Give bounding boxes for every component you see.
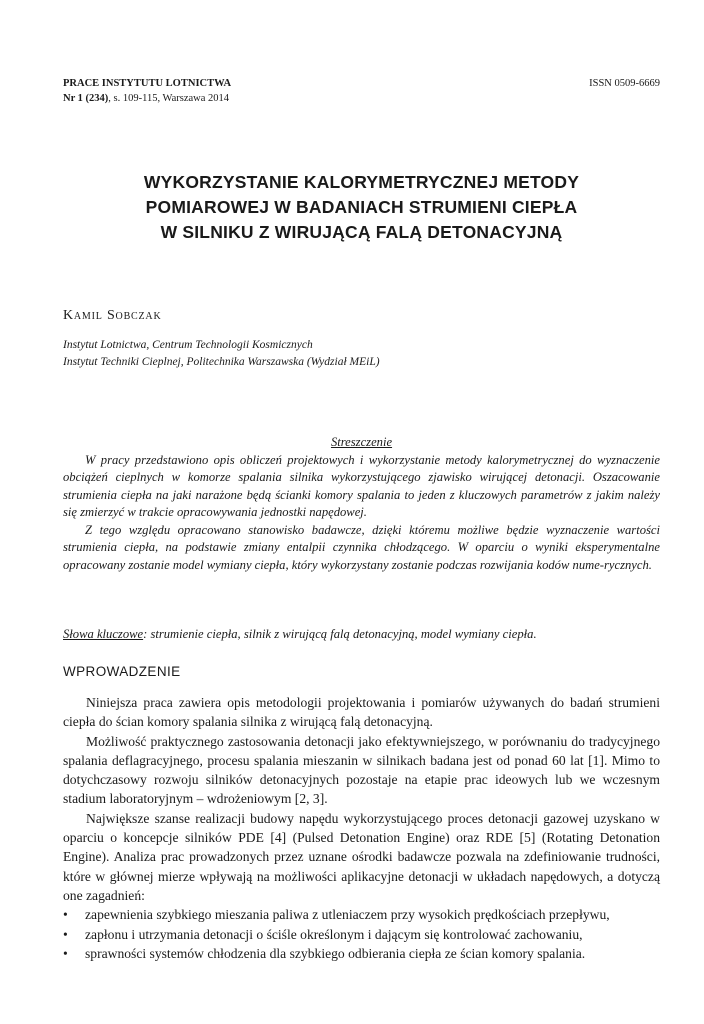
list-item: [63, 905, 660, 924]
paper-title: [63, 170, 660, 245]
title-line: POMIAROWEJ W BADANIACH STRUMIENI CIEPŁA: [145, 197, 578, 217]
issue-info: [63, 93, 229, 104]
bullet-icon: •: [63, 945, 68, 961]
section-body: [63, 693, 660, 963]
list-item: [63, 925, 660, 944]
keywords-text: : strumienie ciepła, silnik z wirującą falą detonacyjną, model wymiany ciepła.: [143, 627, 537, 641]
author-name: Kamil Sobczak: [63, 308, 162, 323]
journal-name: PRACE INSTYTUTU LOTNICTWA: [63, 78, 232, 89]
issue-number: Nr 1 (234): [63, 93, 109, 104]
bullet-list: [63, 905, 660, 963]
running-header: [63, 76, 660, 106]
section-heading: WPROWADZENIE: [63, 664, 181, 679]
abstract-heading: Streszczenie: [330, 435, 393, 449]
bullet-icon: •: [63, 926, 68, 942]
body-paragraph: Niniejsza praca zawiera opis metodologii projektowania i pomiarów używanych do badań strumieni ciepła do ścian komory spalania silnika z wirującą falą detonacyjną.: [63, 695, 660, 730]
keywords-label: Słowa kluczowe: [63, 627, 144, 641]
title-line: WYKORZYSTANIE KALORYMETRYCZNEJ METODY: [143, 172, 580, 192]
body-paragraph: Możliwość praktycznego zastosowania detonacji jako efektywniejszego, w porównaniu do tradycyjnego spalania deflagracyjnego, procesu spalania mieszanin w silnikach badana jest od ponad 60 lat [1]. Mimo to dotychczasowy rozwoju silników detonacyjnych pozostaje na etapie prac ideowych lub we wczesnym stadium laboratoryjnym – wdrożeniowym [2, 3].: [63, 733, 660, 807]
affiliation: Instytut Lotnictwa, Centrum Technologii Kosmicznych: [63, 339, 313, 351]
list-item-text: zapewnienia szybkiego mieszania paliwa z utleniaczem przy wysokich prędkościach przepływu,: [85, 907, 610, 923]
issue-pages: , s. 109-115, Warszawa 2014: [108, 93, 230, 104]
affiliation: Instytut Techniki Cieplnej, Politechnika Warszawska (Wydział MEiL): [63, 356, 380, 368]
bullet-icon: •: [63, 907, 68, 923]
abstract: [63, 434, 660, 574]
abstract-paragraph: Z tego względu opracowano stanowisko badawcze, dzięki któremu możliwe będzie wyznaczenie wartości strumienia ciepła, na podstawie zmiany entalpii czynnika chłodzącego. W oparciu o wyniki eksperymentalne opracowany zostanie model wymiany ciepła, który wykorzystany zostanie podczas rozwijania kodów nume-rycznych.: [63, 522, 660, 572]
title-line: W SILNIKU Z WIRUJĄCĄ FALĄ DETONACYJNĄ: [160, 222, 563, 242]
list-item-text: zapłonu i utrzymania detonacji o ściśle określonym i dającym się kontrolować zachowaniu,: [85, 926, 583, 942]
keywords: [63, 627, 660, 642]
list-item-text: sprawności systemów chłodzenia dla szybkiego odbierania ciepła ze ścian komory spalania.: [85, 945, 586, 961]
list-item: [63, 944, 660, 963]
body-paragraph: Największe szanse realizacji budowy napędu wykorzystującego proces detonacji gazowej uzyskano w oparciu o koncepcje silników PDE [4] (Pulsed Detonation Engine) oraz RDE [5] (Rotating Detonation Engine). Analiza prac prowadzonych przez uznane ośrodki badawcze pozwala na zdefiniowanie trudności, które w głównej mierze wpływają na możliwości aplikacyjne detonacji w układach napędowych, a dotyczą one zagadnień:: [63, 810, 660, 903]
abstract-paragraph: W pracy przedstawiono opis obliczeń projektowych i wykorzystanie metody kalorymetrycznej do wyznaczenie obciążeń cieplnych w komorze spalania silnika wykorzystującego zjawisko wirującej detonacji. Oszacowanie strumienia ciepła na jaki narażone będą ścianki komory spalania to jeden z kluczowych parametrów z jakim należy się zmierzyć w trakcie opracowywania jednostki napędowej.: [63, 452, 660, 519]
affiliations: [63, 337, 380, 371]
issn: ISSN 0509-6669: [589, 78, 660, 89]
